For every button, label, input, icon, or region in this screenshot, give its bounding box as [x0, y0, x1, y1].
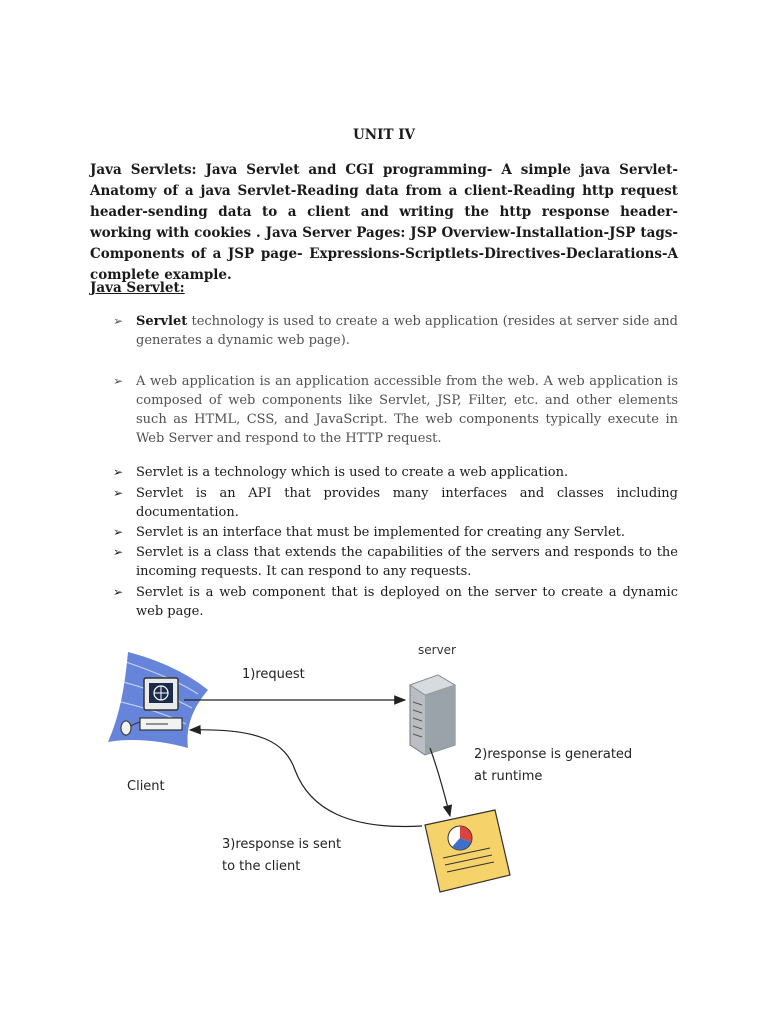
bullet-text: A web application is an application accessible from the web. A web application is composed of web components like Servlet, JSP, Filter, etc. and other elements such as HTML, CSS, and JavaScript. The web components typically execute in Web Server and respond to the HTTP request.	[136, 374, 678, 446]
bullet-item-6	[113, 543, 678, 581]
response-generated-label-line1: 2)response is generated	[474, 747, 633, 762]
response-sent-label-line1: 3)response is sent	[222, 837, 342, 852]
bullet-arrow-icon: ➢	[113, 314, 124, 328]
section-heading-java-servlet: Java Servlet:	[90, 280, 185, 296]
request-label: 1)request	[242, 667, 305, 682]
server-label: server	[418, 643, 456, 657]
bullet-lead-term: Servlet	[136, 314, 188, 329]
unit-title: UNIT IV	[353, 127, 415, 143]
bullet-arrow-icon: ➢	[113, 525, 124, 539]
bullet-item-7	[113, 583, 678, 621]
bullet-item-2	[113, 372, 678, 448]
response-sent-label-line2: to the client	[222, 859, 301, 874]
client-server-diagram	[100, 630, 660, 900]
generate-response-arrow	[430, 748, 450, 816]
bullet-text: Servlet is a technology which is used to create a web application.	[136, 465, 569, 480]
bullet-text: Servlet is an API that provides many interfaces and classes including documentation.	[136, 486, 678, 520]
bullet-text: Servlet is a class that extends the capabilities of the servers and responds to the incoming requests. It can respond to any requests.	[136, 545, 678, 579]
bullet-text: Servlet is an interface that must be implemented for creating any Servlet.	[136, 525, 626, 540]
bullet-arrow-icon: ➢	[113, 545, 124, 559]
response-document-icon	[425, 810, 510, 892]
bullet-item-3	[113, 463, 678, 482]
bullet-arrow-icon: ➢	[113, 486, 124, 500]
bullet-text: Servlet is a web component that is deployed on the server to create a dynamic web page.	[136, 585, 678, 619]
response-generated-label-line2: at runtime	[474, 769, 543, 784]
bullet-item-5	[113, 523, 678, 542]
bullet-arrow-icon: ➢	[113, 465, 124, 479]
bullet-text: technology is used to create a web application (resides at server side and generates a dynamic web page).	[136, 314, 678, 348]
bullet-item-1	[113, 312, 678, 350]
server-icon	[410, 675, 455, 755]
bullet-arrow-icon: ➢	[113, 585, 124, 599]
send-response-arrow	[190, 730, 422, 827]
client-label: Client	[127, 779, 165, 794]
bullet-item-4	[113, 484, 678, 522]
unit-syllabus-paragraph: Java Servlets: Java Servlet and CGI programming- A simple java Servlet-Anatomy of a java Servlet-Reading data from a client-Reading http request header-sending data to a client and writing the http response header-working with cookies . Java Server Pages: JSP Overview-Installation-JSP tags-Components of a JSP page- Expressions-Scriptlets-Directives-Declarations-A complete example.	[90, 162, 678, 283]
bullet-arrow-icon: ➢	[113, 374, 124, 388]
